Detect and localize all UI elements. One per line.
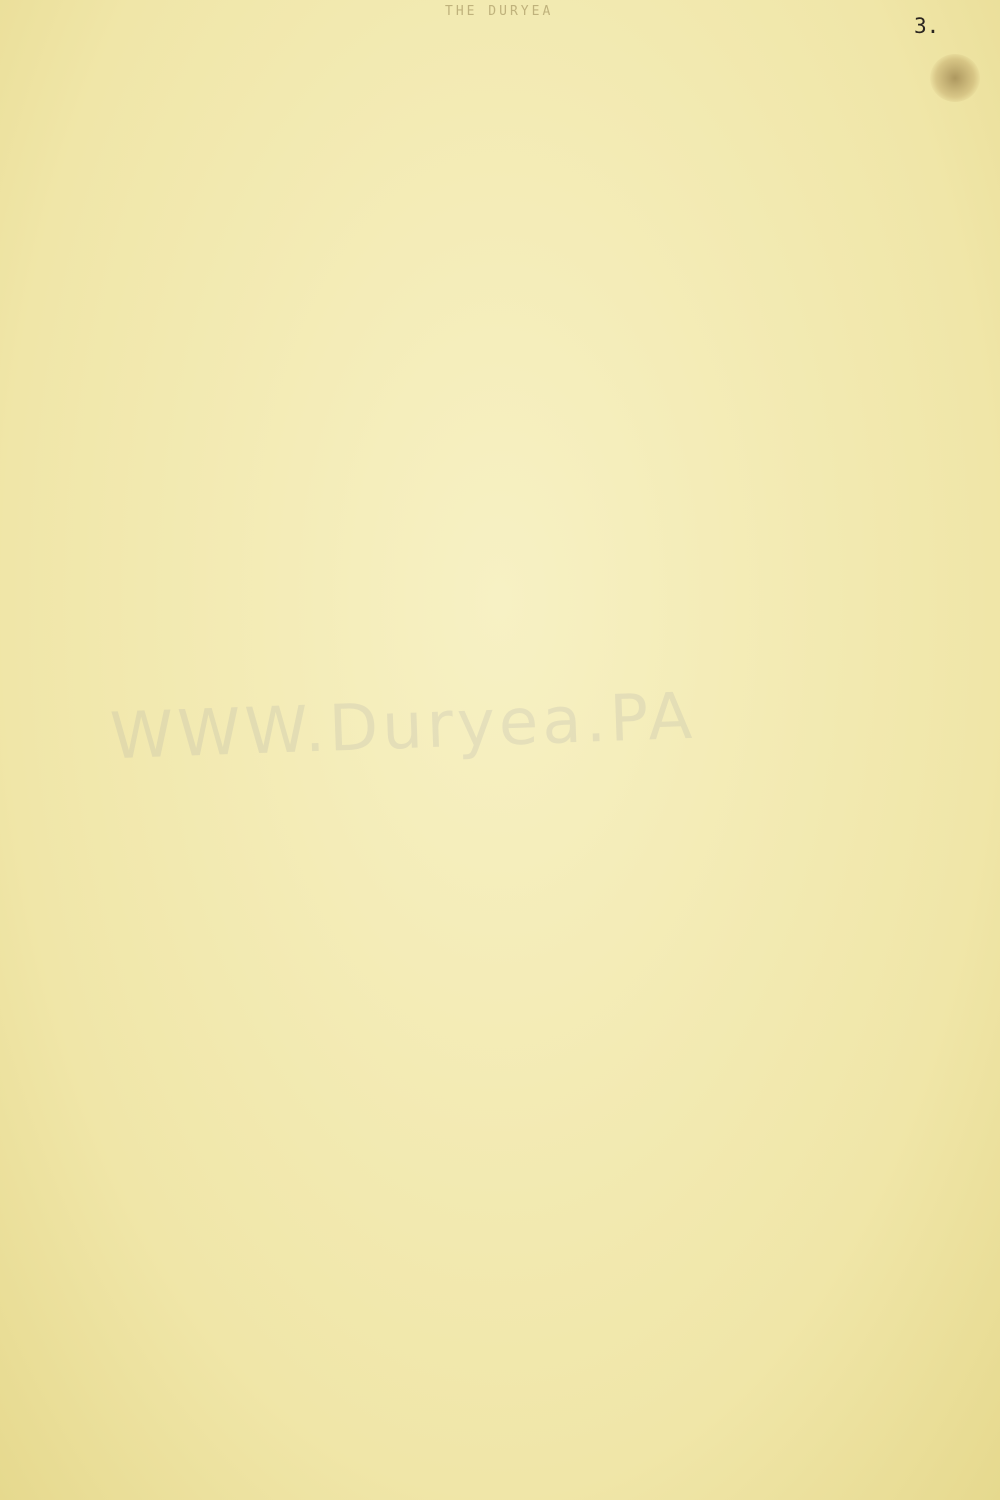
page-number: 3.: [914, 14, 940, 38]
masthead-faded: THE DURYEA: [445, 4, 554, 19]
watermark: WWW.Duryea.PA: [108, 679, 698, 775]
ink-stain: [930, 54, 980, 102]
